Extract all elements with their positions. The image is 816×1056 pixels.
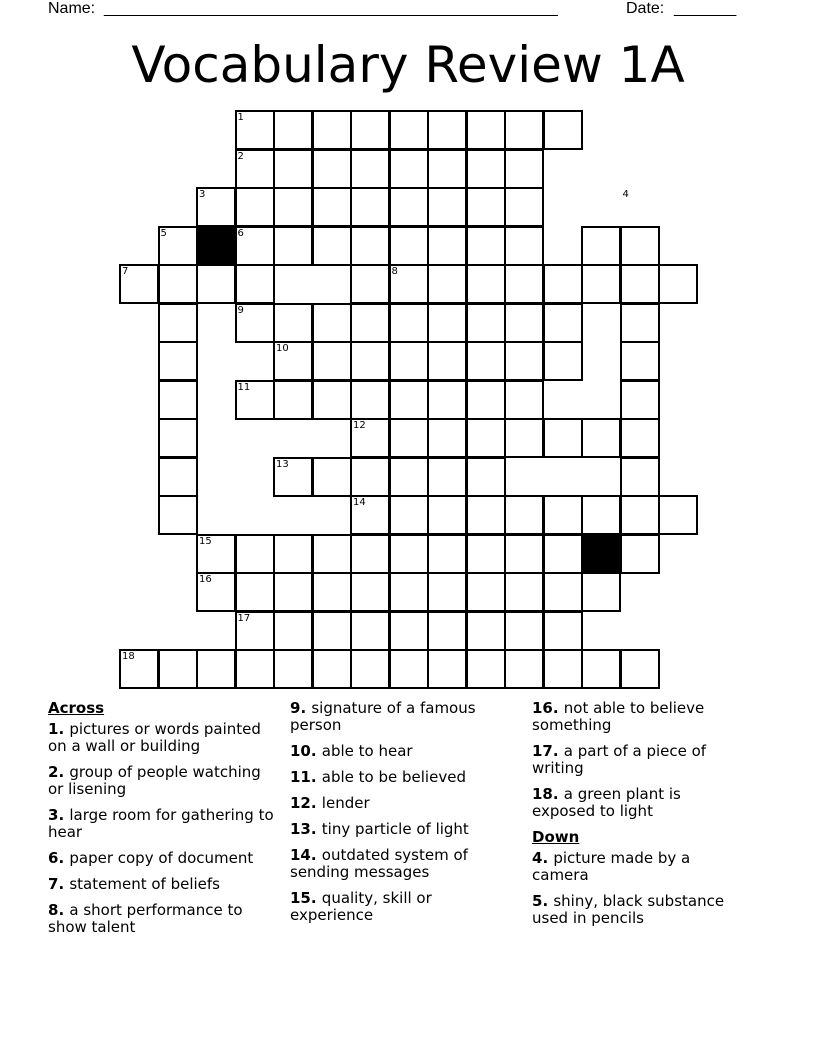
- grid-cell[interactable]: [158, 226, 198, 266]
- grid-cell[interactable]: [312, 341, 352, 381]
- grid-cell[interactable]: [235, 264, 275, 304]
- clue-number-7: 7: [122, 266, 129, 277]
- grid-cell[interactable]: [350, 611, 390, 651]
- clue-number-17: 17: [237, 612, 251, 624]
- grid-cell[interactable]: [504, 649, 544, 689]
- grid-cell[interactable]: [350, 187, 390, 227]
- grid-cell[interactable]: [350, 649, 390, 689]
- grid-cell[interactable]: [196, 534, 236, 574]
- clue-across-17: 17. a part of a piece of writing: [532, 742, 707, 777]
- grid-cell[interactable]: [350, 534, 390, 574]
- grid-cell[interactable]: [389, 534, 429, 574]
- clue-number-16: 16: [199, 574, 212, 585]
- grid-cell[interactable]: [466, 187, 506, 227]
- grid-cell[interactable]: [273, 457, 313, 497]
- grid-cell[interactable]: [389, 495, 429, 535]
- grid-cell[interactable]: [620, 457, 660, 497]
- grid-cell[interactable]: [158, 495, 198, 535]
- grid-cell[interactable]: [273, 226, 313, 266]
- clue-across-15: 15. quality, skill or experience: [290, 889, 432, 924]
- clue-number-14: 14: [353, 497, 366, 508]
- grid-cell[interactable]: [235, 611, 275, 651]
- grid-cell[interactable]: [427, 341, 467, 381]
- grid-cell[interactable]: [235, 149, 275, 189]
- clue-across-13: 13. tiny particle of light: [290, 820, 469, 838]
- grid-cell[interactable]: [196, 264, 236, 304]
- clue-across-14: 14. outdated system of sending messages: [290, 846, 468, 881]
- grid-cell[interactable]: [273, 187, 313, 227]
- grid-cell[interactable]: [427, 264, 467, 304]
- grid-cell[interactable]: [158, 380, 198, 420]
- clue-number-5: 5: [160, 227, 167, 239]
- grid-cell[interactable]: [235, 226, 275, 266]
- grid-cell[interactable]: [466, 341, 506, 381]
- page-title: Vocabulary Review 1A: [131, 36, 685, 94]
- grid-cell[interactable]: [466, 110, 506, 150]
- grid-cell[interactable]: [427, 418, 467, 458]
- grid-cell[interactable]: [620, 226, 660, 266]
- grid-cell[interactable]: [543, 534, 583, 574]
- blocked-cell: [196, 226, 236, 266]
- grid-cell[interactable]: [158, 457, 198, 497]
- grid-cell[interactable]: [504, 611, 544, 651]
- clue-across-8: 8. a short performance to show talent: [48, 901, 243, 936]
- name-line[interactable]: ___________________________________________________: [104, 0, 558, 17]
- grid-cell[interactable]: [620, 303, 660, 343]
- grid-cell[interactable]: [504, 418, 544, 458]
- grid-cell[interactable]: [312, 572, 352, 612]
- grid-cell[interactable]: [389, 457, 429, 497]
- grid-cell[interactable]: [427, 303, 467, 343]
- grid-cell[interactable]: [427, 534, 467, 574]
- grid-cell[interactable]: [389, 149, 429, 189]
- grid-cell[interactable]: [466, 226, 506, 266]
- name-label: Name:: [48, 0, 96, 17]
- grid-cell[interactable]: [312, 149, 352, 189]
- grid-cell[interactable]: [427, 495, 467, 535]
- grid-cell[interactable]: [312, 534, 352, 574]
- grid-cell[interactable]: [543, 649, 583, 689]
- grid-cell[interactable]: [389, 264, 429, 304]
- grid-cell[interactable]: [427, 226, 467, 266]
- grid-cell[interactable]: [466, 380, 506, 420]
- grid-cell[interactable]: [466, 303, 506, 343]
- grid-cell[interactable]: [158, 303, 198, 343]
- grid-cell[interactable]: [543, 110, 583, 150]
- grid-cell[interactable]: [350, 341, 390, 381]
- grid-cell[interactable]: [196, 187, 236, 227]
- clue-across-10: 10. able to hear: [290, 742, 413, 760]
- grid-cell[interactable]: [312, 110, 352, 150]
- grid-cell[interactable]: [312, 611, 352, 651]
- grid-cell[interactable]: [581, 226, 621, 266]
- grid-cell[interactable]: [466, 149, 506, 189]
- grid-cell[interactable]: [620, 649, 660, 689]
- grid-cell[interactable]: [350, 149, 390, 189]
- clue-number-12: 12: [353, 420, 366, 431]
- grid-cell[interactable]: [620, 495, 660, 535]
- grid-cell[interactable]: [235, 572, 275, 612]
- grid-cell[interactable]: [389, 303, 429, 343]
- grid-cell[interactable]: [273, 110, 313, 150]
- grid-cell[interactable]: [427, 187, 467, 227]
- grid-cell[interactable]: [543, 572, 583, 612]
- grid-cell[interactable]: [158, 264, 198, 304]
- clue-down-5: 5. shiny, black substance used in pencils: [532, 892, 725, 927]
- clue-across-9: 9. signature of a famous person: [290, 699, 476, 734]
- grid-cell[interactable]: [273, 534, 313, 574]
- grid-cell[interactable]: [350, 380, 390, 420]
- grid-cell[interactable]: [119, 649, 159, 689]
- grid-cell[interactable]: [543, 341, 583, 381]
- grid-cell[interactable]: [312, 457, 352, 497]
- grid-cell[interactable]: [273, 611, 313, 651]
- grid-cell[interactable]: [543, 303, 583, 343]
- grid-cell[interactable]: [389, 380, 429, 420]
- grid-cell[interactable]: [427, 380, 467, 420]
- grid-cell[interactable]: [312, 380, 352, 420]
- grid-cell[interactable]: [312, 226, 352, 266]
- grid-cell[interactable]: [158, 341, 198, 381]
- grid-cell[interactable]: [235, 534, 275, 574]
- grid-cell[interactable]: [389, 110, 429, 150]
- clue-number-1: 1: [237, 112, 244, 123]
- grid-cell[interactable]: [273, 572, 313, 612]
- clue-number-3: 3: [199, 189, 206, 200]
- grid-cell[interactable]: [350, 495, 390, 535]
- clue-across-12: 12. lender: [290, 794, 370, 812]
- grid-cell[interactable]: [543, 495, 583, 535]
- clue-across-7: 7. statement of beliefs: [48, 875, 220, 893]
- clue-across-3: 3. large room for gathering to hear: [48, 806, 274, 841]
- clue-column-2: [290, 700, 505, 933]
- grid-cell[interactable]: [504, 149, 544, 189]
- grid-cell[interactable]: [581, 264, 621, 304]
- clue-column-3: [532, 700, 747, 936]
- grid-cell[interactable]: [389, 649, 429, 689]
- grid-cell[interactable]: [427, 457, 467, 497]
- grid-cell[interactable]: [273, 341, 313, 381]
- grid-cell[interactable]: [389, 418, 429, 458]
- grid-cell[interactable]: [466, 611, 506, 651]
- grid-cell[interactable]: [504, 264, 544, 304]
- grid-cell[interactable]: [620, 341, 660, 381]
- clue-across-1: 1. pictures or words painted on a wall or building: [48, 720, 261, 755]
- grid-cell[interactable]: [504, 572, 544, 612]
- clue-across-16: 16. not able to believe something: [532, 699, 705, 734]
- grid-cell[interactable]: [427, 149, 467, 189]
- grid-cell[interactable]: [543, 611, 583, 651]
- grid-cell[interactable]: [350, 264, 390, 304]
- clue-number-4: 4: [622, 189, 629, 200]
- grid-cell[interactable]: [620, 534, 660, 574]
- grid-cell[interactable]: [273, 649, 313, 689]
- grid-cell[interactable]: [158, 418, 198, 458]
- grid-cell[interactable]: [504, 341, 544, 381]
- clue-across-6: 6. paper copy of document: [48, 849, 254, 867]
- grid-cell[interactable]: [427, 572, 467, 612]
- grid-cell[interactable]: [158, 649, 198, 689]
- clue-number-8: 8: [391, 266, 398, 277]
- grid-cell[interactable]: [620, 264, 660, 304]
- grid-cell[interactable]: [581, 572, 621, 612]
- grid-cell[interactable]: [350, 226, 390, 266]
- grid-cell[interactable]: [581, 418, 621, 458]
- grid-cell[interactable]: [235, 649, 275, 689]
- grid-cell[interactable]: [350, 303, 390, 343]
- grid-cell[interactable]: [196, 649, 236, 689]
- clue-across-18: 18. a green plant is exposed to light: [532, 785, 681, 820]
- clue-number-6: 6: [237, 227, 244, 239]
- date-label: Date:: [626, 0, 665, 17]
- grid-cell[interactable]: [504, 495, 544, 535]
- grid-cell[interactable]: [350, 110, 390, 150]
- grid-cell[interactable]: [504, 380, 544, 420]
- date-line[interactable]: _______: [674, 0, 737, 17]
- clue-number-10: 10: [276, 343, 289, 354]
- grid-cell[interactable]: [350, 457, 390, 497]
- grid-cell[interactable]: [350, 418, 390, 458]
- grid-cell[interactable]: [235, 380, 275, 420]
- grid-cell[interactable]: [466, 572, 506, 612]
- grid-cell[interactable]: [620, 418, 660, 458]
- grid-cell[interactable]: [543, 264, 583, 304]
- grid-cell[interactable]: [466, 264, 506, 304]
- grid-cell[interactable]: [312, 303, 352, 343]
- grid-cell[interactable]: [581, 495, 621, 535]
- blocked-cell: [581, 534, 621, 574]
- grid-cell[interactable]: [312, 187, 352, 227]
- clue-number-15: 15: [199, 535, 212, 547]
- clue-across-11: 11. able to be believed: [290, 768, 466, 786]
- clue-number-9: 9: [237, 304, 244, 316]
- grid-cell[interactable]: [427, 611, 467, 651]
- grid-cell[interactable]: [543, 418, 583, 458]
- grid-cell[interactable]: [504, 187, 544, 227]
- grid-cell[interactable]: [235, 187, 275, 227]
- grid-cell[interactable]: [658, 264, 698, 304]
- grid-cell[interactable]: [504, 226, 544, 266]
- grid-cell[interactable]: [350, 572, 390, 612]
- grid-cell[interactable]: [235, 110, 275, 150]
- grid-cell[interactable]: [389, 572, 429, 612]
- grid-cell[interactable]: [504, 110, 544, 150]
- clue-down-4: 4. picture made by a camera: [532, 849, 691, 884]
- grid-cell[interactable]: [427, 649, 467, 689]
- grid-cell[interactable]: [466, 649, 506, 689]
- clue-across-2: 2. group of people watching or lisening: [48, 763, 261, 798]
- clue-number-2: 2: [237, 150, 244, 162]
- grid-cell[interactable]: [504, 303, 544, 343]
- grid-cell[interactable]: [581, 649, 621, 689]
- grid-cell[interactable]: [312, 649, 352, 689]
- clue-number-11: 11: [237, 381, 251, 393]
- grid-cell[interactable]: [389, 226, 429, 266]
- grid-cell[interactable]: [273, 380, 313, 420]
- grid-cell[interactable]: [466, 495, 506, 535]
- clue-number-18: 18: [122, 651, 135, 662]
- name-date-row: [48, 0, 748, 20]
- across-heading: Across: [48, 699, 105, 717]
- grid-cell[interactable]: [427, 110, 467, 150]
- grid-cell[interactable]: [466, 534, 506, 574]
- clue-number-13: 13: [276, 458, 289, 470]
- grid-cell[interactable]: [196, 572, 236, 612]
- grid-cell[interactable]: [466, 457, 506, 497]
- grid-cell[interactable]: [119, 264, 159, 304]
- grid-cell[interactable]: [273, 149, 313, 189]
- down-heading: Down: [532, 828, 580, 846]
- grid-cell[interactable]: [504, 534, 544, 574]
- grid-cell[interactable]: [389, 341, 429, 381]
- grid-cell[interactable]: [235, 303, 275, 343]
- grid-cell[interactable]: [273, 303, 313, 343]
- grid-cell[interactable]: [620, 380, 660, 420]
- grid-cell[interactable]: [466, 418, 506, 458]
- clue-column-1: [48, 700, 278, 945]
- grid-cell[interactable]: [658, 495, 698, 535]
- grid-cell[interactable]: [389, 187, 429, 227]
- grid-cell[interactable]: [389, 611, 429, 651]
